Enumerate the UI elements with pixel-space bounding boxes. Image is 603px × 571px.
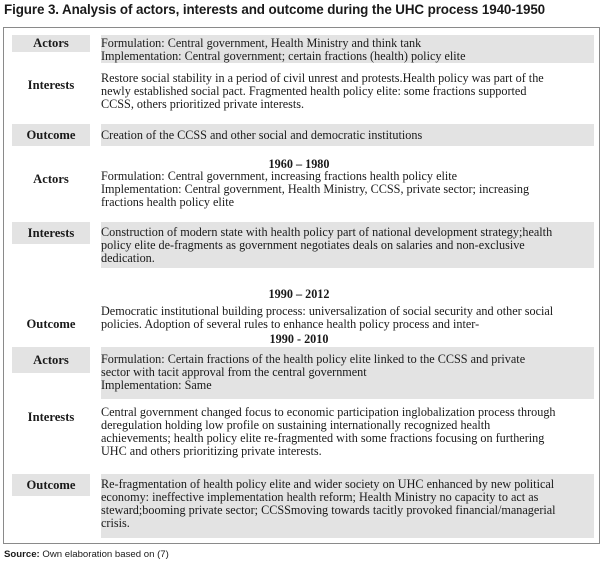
table-row xyxy=(4,474,599,540)
text-line: Construction of modern state with health policy part of national development strategy;health xyxy=(101,225,553,239)
text-line: steward;booming private sector; CCSSmoving towards tacitly provoked financial/managerial xyxy=(101,503,556,517)
source-label: Source: xyxy=(4,549,40,560)
text-line: deregulation holding low profile on sustaining internationally recognized health xyxy=(101,418,491,432)
text-line: policy elite de-fragments as government negotiates deals on salaries and non-exclusive xyxy=(101,238,525,252)
text-line: Democratic institutional building process: universalization of social security and other social xyxy=(101,304,554,318)
text-line: fractions health policy elite xyxy=(101,195,234,209)
row-text xyxy=(101,347,594,399)
text-line: Implementation: Same xyxy=(101,378,212,392)
text-line: crisis. xyxy=(101,516,130,530)
period-heading: 1960 – 1980 xyxy=(268,157,330,171)
text-line: CCSS, others prioritized private interests. xyxy=(101,97,305,111)
row-text xyxy=(101,222,594,268)
row-text xyxy=(101,72,594,116)
row-label: Interests xyxy=(12,222,90,244)
text-line: Restore social stability in a period of civil unrest and protests.Health policy was part of the xyxy=(101,72,544,85)
text-line: Formulation: Central government, increasing fractions health policy elite xyxy=(101,169,458,183)
table-row xyxy=(4,28,599,68)
source-text: Own elaboration based on (7) xyxy=(39,549,169,560)
row-text xyxy=(101,170,594,209)
text-line: Formulation: Certain fractions of the health policy elite linked to the CCSS and private xyxy=(101,352,526,366)
row-label: Interests xyxy=(27,78,75,92)
text-line: Formulation: Central government, Health Ministry and think tank xyxy=(101,36,422,50)
source-note xyxy=(4,549,169,560)
row-text xyxy=(101,124,594,146)
table-row xyxy=(4,124,599,152)
text-line: newly established social pact. Fragmented health policy elite: some fractions supported xyxy=(101,84,527,98)
row-text xyxy=(101,474,594,538)
text-line: Implementation: Central government; certain fractions (health) policy elite xyxy=(101,49,466,63)
row-text xyxy=(101,305,594,331)
text-line: Re-fragmentation of health policy elite and wider society on UHC enhanced by new political xyxy=(101,477,555,491)
table-row xyxy=(4,170,599,214)
text-line: sector with tacit approval from the central government xyxy=(101,365,367,379)
table-row xyxy=(4,222,599,272)
text-line: Central government changed focus to economic participation inglobalization process through xyxy=(101,405,556,419)
text-line: dedication. xyxy=(101,251,155,265)
row-label: Interests xyxy=(27,410,75,424)
row-label: Actors xyxy=(12,347,90,373)
row-text xyxy=(101,35,594,63)
text-line: policies. Adoption of several rules to enhance health policy process and inter- xyxy=(101,317,480,331)
period-heading: 1990 – 2012 xyxy=(268,287,330,301)
text-line: economy: ineffective implementation health reform; Health Ministry no capacity to act as xyxy=(101,490,539,504)
text-line: Creation of the CCSS and other social and democratic institutions xyxy=(101,128,423,142)
analysis-table xyxy=(3,27,600,544)
table-row xyxy=(4,347,599,401)
period-heading: 1990 - 2010 xyxy=(269,332,329,346)
figure-title: Figure 3. Analysis of actors, interests and outcome during the UHC process 1940-1950 xyxy=(4,2,546,17)
row-label: Outcome xyxy=(26,317,76,331)
text-line: achievements; health policy elite re-fragmented with some fractions focusing on furthering xyxy=(101,431,545,445)
row-label: Actors xyxy=(33,172,69,186)
table-row xyxy=(4,305,599,333)
row-text xyxy=(101,406,594,458)
row-label: Actors xyxy=(12,35,90,52)
row-label: Outcome xyxy=(12,124,90,146)
text-line: UHC and others prioritizing private interests. xyxy=(101,444,322,458)
text-line: Implementation: Central government, Health Ministry, CCSS, private sector; increasing xyxy=(101,182,530,196)
table-row xyxy=(4,406,599,468)
row-label: Outcome xyxy=(12,474,90,496)
